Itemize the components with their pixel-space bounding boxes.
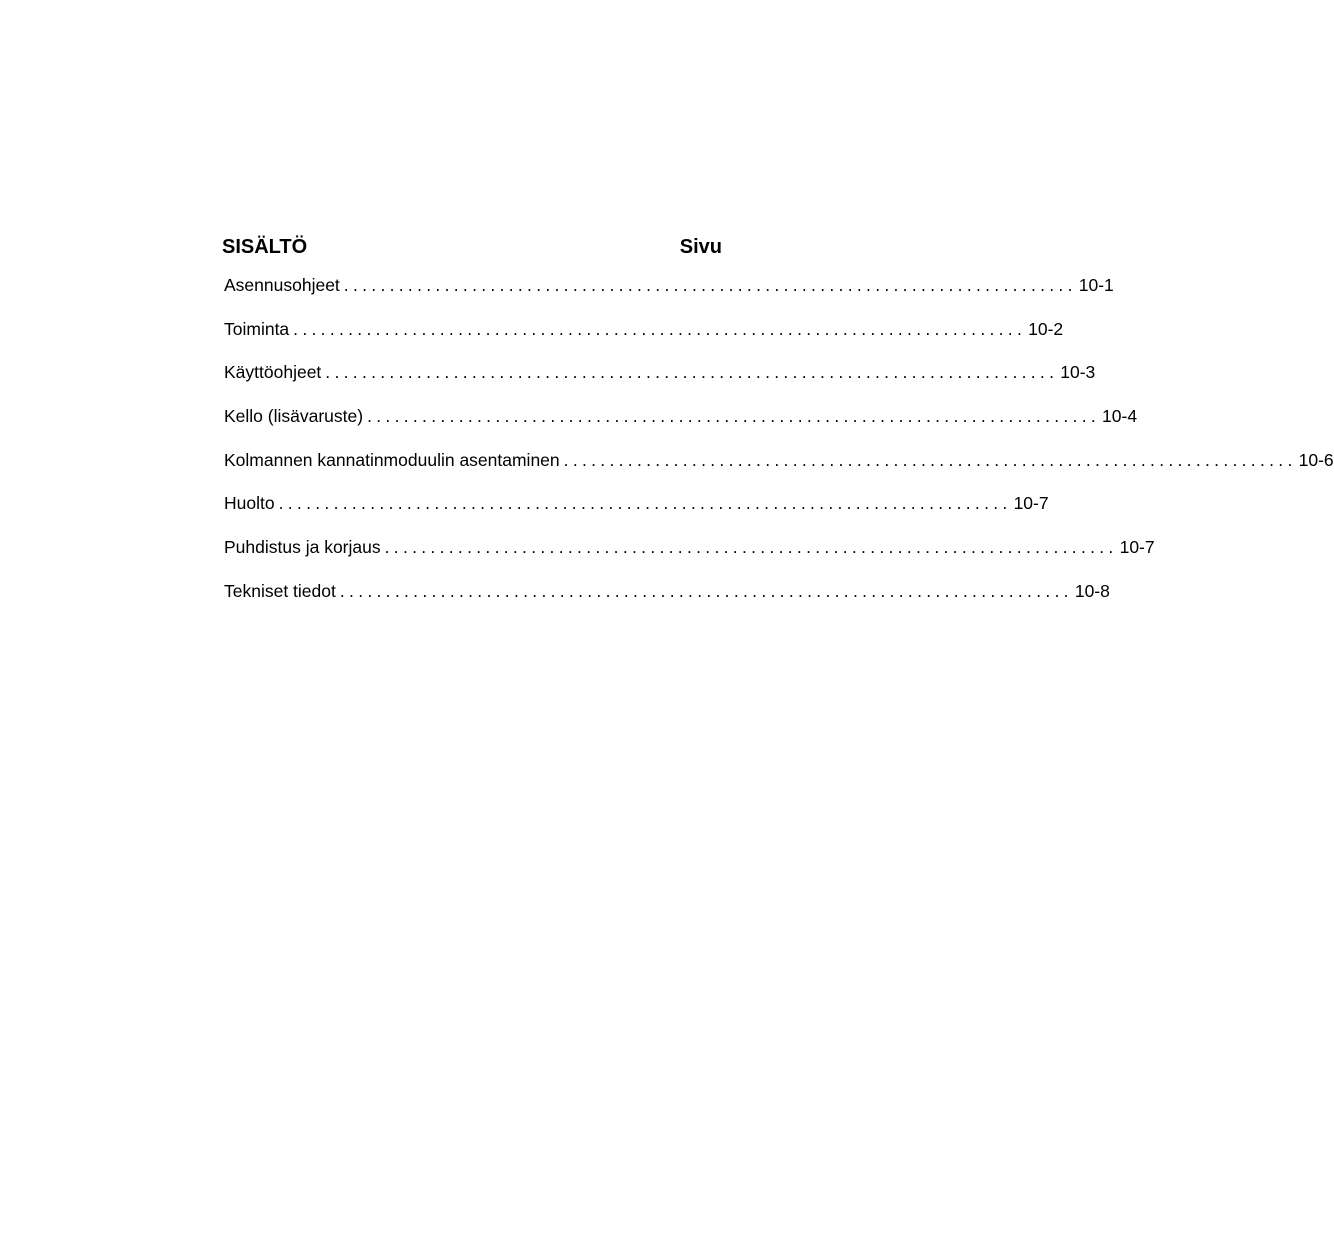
toc-entry-page: 10-4 — [1102, 406, 1138, 427]
toc-entry-label: Toiminta — [224, 318, 290, 339]
dot-leader: ................................................................................ — [293, 318, 1027, 339]
toc-entry-page: 10-7 — [1119, 537, 1155, 558]
page-column-heading: Sivu — [679, 236, 722, 258]
toc-entry-page: 10-3 — [1060, 362, 1096, 383]
toc-header — [222, 232, 730, 262]
table-of-contents — [222, 232, 1334, 621]
toc-entry-page: 10-7 — [1013, 493, 1049, 514]
dot-leader: ................................................................................ — [278, 493, 1012, 514]
toc-entry-label: Kolmannen kannatinmoduulin asentaminen — [224, 449, 560, 470]
toc-entry-page: 10-2 — [1028, 318, 1064, 339]
toc-entry-label: Huolto — [224, 493, 275, 514]
toc-entry-label: Käyttöohjeet — [224, 362, 322, 383]
dot-leader: ................................................................................ — [367, 406, 1101, 427]
toc-entry[interactable] — [222, 315, 1064, 359]
toc-entry-page: 10-1 — [1078, 275, 1114, 295]
toc-entry-label: Puhdistus ja korjaus — [224, 537, 381, 558]
toc-entry[interactable] — [222, 533, 1155, 577]
toc-entry-page: 10-6 — [1298, 449, 1334, 470]
toc-entry-page: 10-8 — [1074, 580, 1110, 601]
toc-entry[interactable] — [222, 489, 1049, 533]
dot-leader: ................................................................................ — [325, 362, 1059, 383]
toc-entry[interactable] — [222, 271, 1114, 315]
dot-leader: ................................................................................ — [339, 580, 1073, 601]
toc-entry-label: Asennusohjeet — [224, 275, 340, 295]
toc-entry[interactable] — [222, 358, 1096, 402]
dot-leader: ................................................................................ — [343, 275, 1077, 295]
toc-entry-label: Kello (lisävaruste) — [224, 406, 364, 427]
toc-list — [222, 271, 1334, 621]
toc-entry-label: Tekniset tiedot — [224, 580, 336, 601]
toc-title: SISÄLTÖ — [222, 236, 308, 258]
dot-leader: ................................................................................ — [384, 537, 1118, 558]
toc-entry[interactable] — [222, 577, 1110, 621]
dot-leader: ................................................................................ — [563, 449, 1297, 470]
toc-entry[interactable] — [222, 402, 1138, 446]
toc-entry[interactable] — [222, 446, 1334, 490]
